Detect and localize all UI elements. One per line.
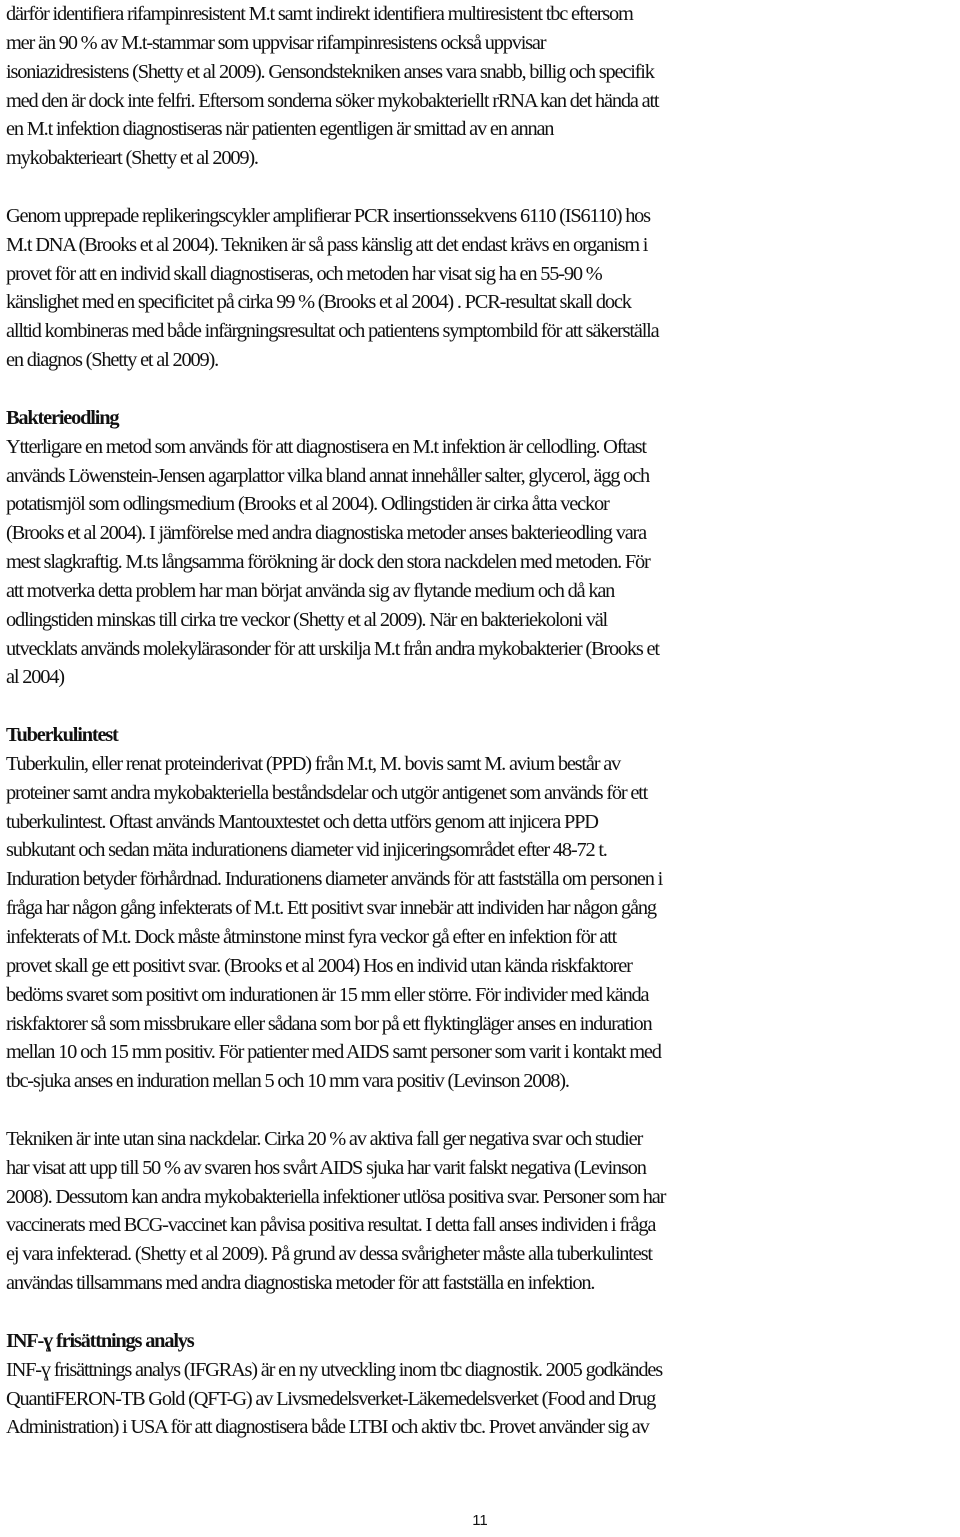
- text-line: M.t DNA (Brooks et al 2004). Tekniken är så pass känslig att det endast krävs en organism i: [6, 233, 648, 256]
- paragraph-gap: [6, 375, 956, 404]
- text-line: potatismjöl som odlingsmedium (Brooks et al 2004). Odlingstiden är cirka åtta veckor: [6, 493, 609, 516]
- text-line: en M.t infektion diagnostiseras när patienten egentligen är smittad av en annan: [6, 118, 554, 141]
- text-line: odlingstiden minskas till cirka tre veckor (Shetty et al 2009). När en bakteriekoloni väl: [6, 608, 608, 631]
- text-line: (Brooks et al 2004). I jämförelse med andra diagnostiska metoder anses bakterieodling vara: [6, 522, 646, 545]
- text-line: används Löwenstein-Jensen agarplattor vilka bland annat innehåller salter, glycerol, ägg och: [6, 464, 649, 487]
- text-line: Administration) i USA för att diagnostisera både LTBI och aktiv tbc. Provet använder sig av: [6, 1416, 649, 1439]
- page-number: 11: [472, 1512, 488, 1529]
- text-line: bedöms svaret som positivt om indurationen är 15 mm eller större. För individer med kända: [6, 983, 649, 1006]
- paragraph-gap: [6, 1096, 956, 1125]
- text-line: provet skall ge ett positivt svar. (Brooks et al 2004) Hos en individ utan kända riskfaktorer: [6, 954, 632, 977]
- text-line: en diagnos (Shetty et al 2009).: [6, 349, 218, 372]
- text-line: alltid kombineras med både infärgningsresultat och patientens symptombild för att säkerställa: [6, 320, 659, 343]
- section-heading: Tuberkulintest: [6, 724, 118, 747]
- paragraph: [6, 0, 956, 173]
- text-line: Genom upprepade replikeringscykler amplifierar PCR insertionssekvens 6110 (IS6110) hos: [6, 204, 650, 227]
- text-line: isoniazidresistens (Shetty et al 2009). Gensondstekniken anses vara snabb, billig och specifik: [6, 60, 654, 83]
- section-inf-gamma: [6, 1327, 956, 1442]
- text-line: mest slagkraftig. M.ts långsamma förökning är dock den stora nackdelen med metoden. För: [6, 551, 650, 574]
- text-line: mykobakterieart (Shetty et al 2009).: [6, 147, 258, 170]
- text-line: med den är dock inte felfri. Eftersom sonderna söker mykobakteriellt rRNA kan det hända att: [6, 89, 659, 112]
- text-line: QuantiFERON-TB Gold (QFT-G) av Livsmedelsverket-Läkemedelsverket (Food and Drug: [6, 1387, 656, 1410]
- text-line: användas tillsammans med andra diagnostiska metoder för att fastställa en infektion.: [6, 1272, 595, 1295]
- text-line: tuberkulintest. Oftast används Mantouxtestet och detta utförs genom att injicera PPD: [6, 810, 598, 833]
- paragraph-gap: [6, 173, 956, 202]
- text-line: tbc-sjuka anses en induration mellan 5 och 10 mm vara positiv (Levinson 2008).: [6, 1070, 569, 1093]
- text-line: fråga har någon gång infekterats of M.t. Ett positivt svar innebär att individen har någon gång: [6, 897, 656, 920]
- text-line: 2008). Dessutom kan andra mykobakteriella infektioner utlösa positiva svar. Personer som har: [6, 1185, 666, 1208]
- text-line: därför identifiera rifampinresistent M.t samt indirekt identifiera multiresistent tbc eftersom: [6, 3, 633, 25]
- text-line: Ytterligare en metod som används för att diagnostisera en M.t infektion är cellodling. Oftast: [6, 435, 646, 458]
- text-line: utvecklats används molekylärasonder för att urskilja M.t från andra mykobakterier (Brooks et: [6, 637, 659, 660]
- section-tuberkulintest: [6, 721, 956, 1298]
- section-bakterieodling: [6, 404, 956, 692]
- text-line: Tekniken är inte utan sina nackdelar. Cirka 20 % av aktiva fall ger negativa svar och studier: [6, 1127, 643, 1150]
- text-line: att motverka detta problem har man börjat använda sig av flytande medium och då kan: [6, 579, 615, 602]
- text-line: riskfaktorer så som missbrukare eller sådana som bor på ett flyktingläger anses en induration: [6, 1012, 652, 1035]
- text-line: al 2004): [6, 666, 64, 689]
- paragraph-gap: [6, 692, 956, 721]
- document-page: [6, 0, 956, 1442]
- section-heading: INF-ɣ frisättnings analys: [6, 1329, 194, 1352]
- text-line: Tuberkulin, eller renat proteinderivat (PPD) från M.t, M. bovis samt M. avium består av: [6, 752, 621, 775]
- text-line: Induration betyder förhårdnad. Indurationens diameter används för att fastställa om personen i: [6, 868, 663, 891]
- paragraph: [6, 202, 956, 375]
- text-line: infekterats of M.t. Dock måste åtminstone minst fyra veckor gå efter en infektion för att: [6, 926, 617, 948]
- section-heading: Bakterieodling: [6, 406, 119, 429]
- text-line: ej vara infekterad. (Shetty et al 2009). På grund av dessa svårigheter måste alla tuberkulintest: [6, 1243, 652, 1266]
- text-line: provet för att en individ skall diagnostiseras, och metoden har visat sig ha en 55-90 %: [6, 262, 602, 285]
- text-line: mer än 90 % av M.t-stammar som uppvisar rifampinresistens också uppvisar: [6, 31, 546, 54]
- text-line: känslighet med en specificitet på cirka 99 % (Brooks et al 2004) . PCR-resultat skall dock: [6, 291, 631, 314]
- text-line: subkutant och sedan mäta indurationens diameter vid injiceringsområdet efter 48-72 t.: [6, 839, 607, 862]
- text-line: proteiner samt andra mykobakteriella beståndsdelar och utgör antigenet som används för ett: [6, 781, 648, 804]
- text-line: mellan 10 och 15 mm positiv. För patienter med AIDS samt personer som varit i kontakt med: [6, 1041, 661, 1064]
- paragraph-gap: [6, 1298, 956, 1327]
- text-line: INF-ɣ frisättnings analys (IFGRAs) är en ny utveckling inom tbc diagnostik. 2005 godkändes: [6, 1358, 662, 1381]
- text-line: har visat att upp till 50 % av svaren hos svårt AIDS sjuka har varit falskt negativa (Levinson: [6, 1156, 646, 1179]
- text-line: vaccinerats med BCG-vaccinet kan påvisa positiva resultat. I detta fall anses individen i fråga: [6, 1214, 656, 1237]
